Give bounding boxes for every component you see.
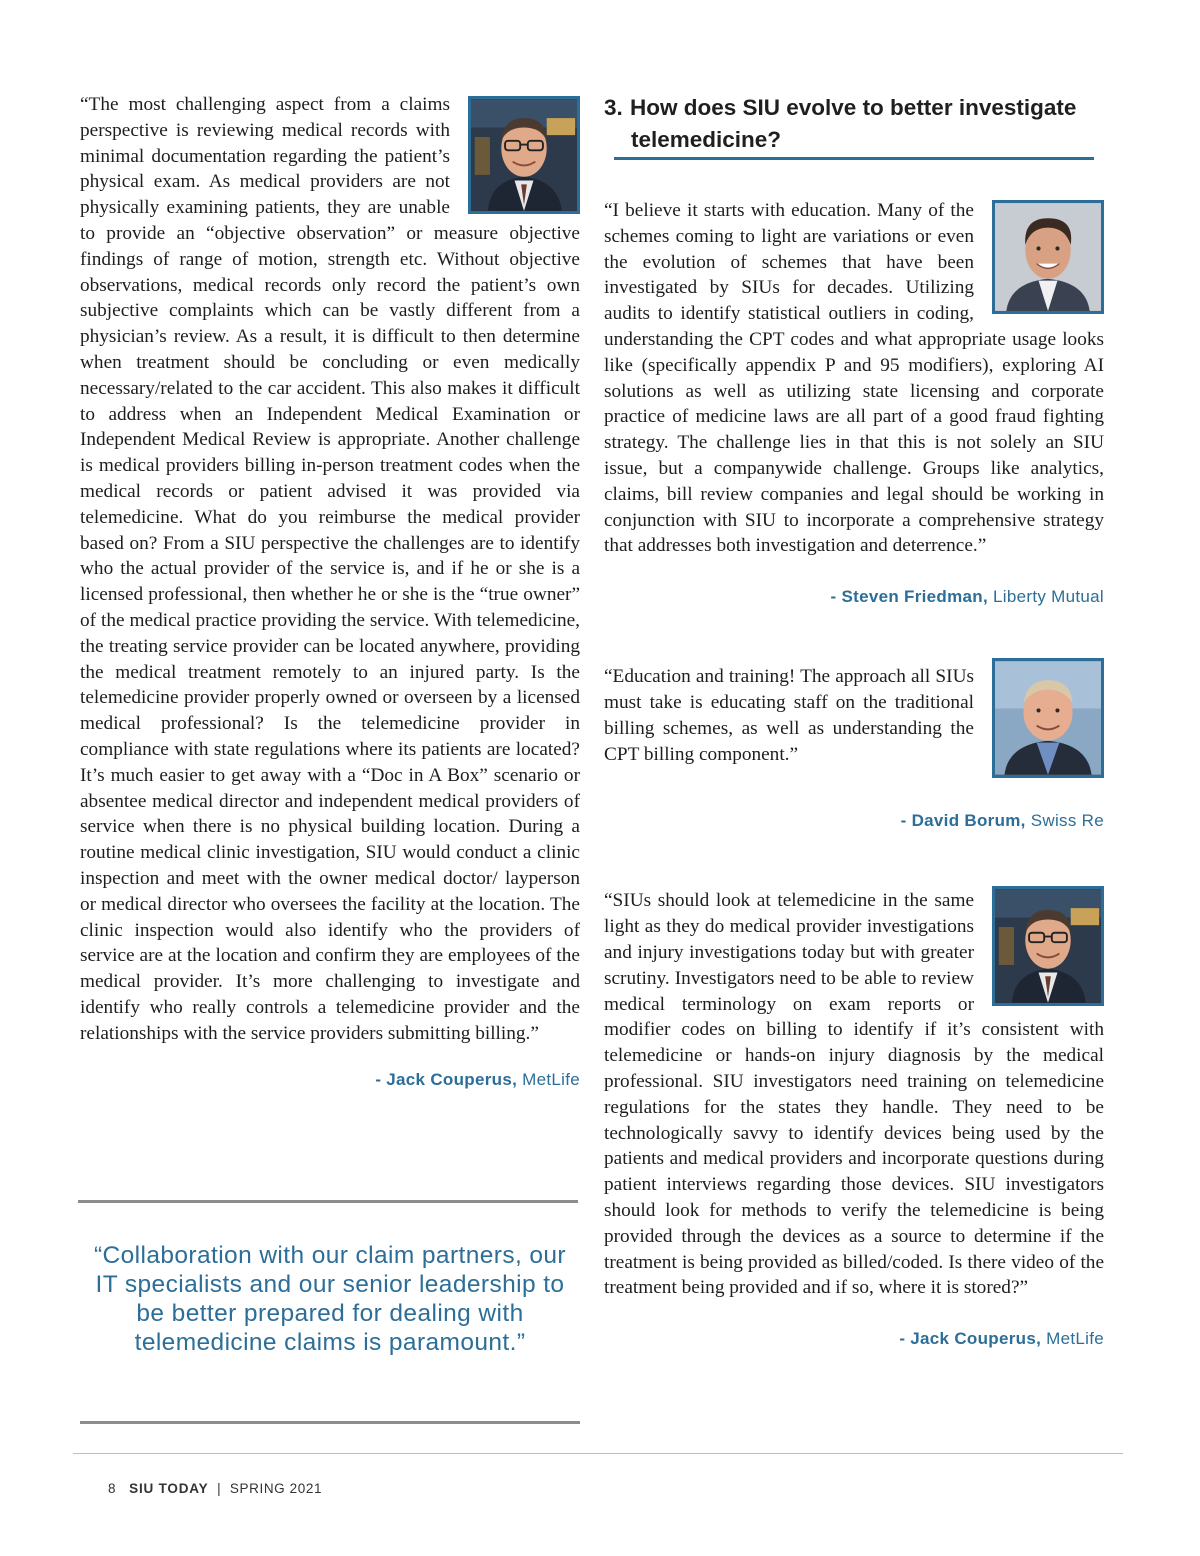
attribution-org: Liberty Mutual — [993, 587, 1104, 607]
publication-name: SIU TODAY — [129, 1481, 209, 1496]
section-title-line2: telemedicine? — [631, 127, 782, 152]
headshot-icon — [995, 203, 1101, 311]
right-column — [604, 92, 1104, 1349]
attribution-name: - David Borum, — [900, 811, 1026, 831]
attribution-name: - Jack Couperus, — [375, 1070, 518, 1090]
quote-attribution-couperus — [604, 1329, 1104, 1349]
headshot-icon — [471, 99, 577, 211]
section-heading — [604, 92, 1104, 156]
jack-couperus-photo-2 — [992, 886, 1104, 1006]
footer-rule — [73, 1453, 1123, 1454]
quote-block-couperus — [604, 888, 1104, 1349]
attribution-name: - Steven Friedman, — [830, 587, 988, 607]
attribution-org: Swiss Re — [1030, 811, 1104, 831]
quote-block-friedman — [604, 198, 1104, 607]
section-heading-rule — [614, 157, 1094, 160]
page-number: 8 — [108, 1481, 117, 1496]
left-column — [80, 92, 580, 1090]
quote-text-friedman: “I believe it starts with education. Many of the schemes coming to light are variations or even the evolution of schemes that have been investigated by SIUs for decades. Utilizing audits to identify statistical outliers in coding, understanding the CPT codes and what appropriate usage looks like (specifically appendix P and 95 modifiers), exploring AI solutions as well as utilizing state licensing and corporate practice of medicine laws are all part of a good fraud fighting strategy. The challenge lies in that this is not solely an SIU issue, but a companywide challenge. Groups like analytics, claims, bill review companies and legal should be working in conjunction with SIU to incorporate a comprehensive strategy that addresses both investigation and deterrence.” — [604, 200, 1104, 557]
left-quote-attribution — [80, 1070, 580, 1090]
quote-text-borum: “Education and training! The approach all SIUs must take is educating staff on the traditional billing schemes, as well as understanding the CPT billing component.” — [604, 666, 974, 765]
left-quote-text: “The most challenging aspect from a claims perspective is reviewing medical records with minimal documentation regarding the patient’s physical exam. As medical providers are not physically examining patients, they are unable to provide an “objective observation” or measure objective findings of range of motion, strength etc. Without objective observations, medical records only record the patient’s own subjective complaints which can be vastly different from a physician’s review. As a result, it is difficult to then determine when treatment should be concluding or even medically necessary/related to the car accident. This also makes it difficult to address when an Independent Medical Examination or Independent Medical Review is appropriate. Another challenge is medical providers billing in-person treatment codes when the medical records or patient advised it was provided via telemedicine. What do you reimburse the medical provider based on? From a SIU perspective the challenges are to identify who the actual provider of the service is, and if he or she is a licensed professional, then whether he or she is the “true owner” of the medical practice providing the service. With telemedicine, the treating service provider can be located anywhere, providing the medical treatment remotely to an injured party. Is the telemedicine provider properly owned or overseen by a licensed medical professional? Is the telemedicine provider in compliance with state regulations where its patients are located? It’s much easier to get away with a “Doc in A Box” scenario or absentee medical director and independent medical providers of service when there is no physical building location. During a routine medical clinic investigation, SIU would conduct a clinic inspection and meet with the owner medical doctor/ layperson or medical director who oversees the facility at the location. The clinic inspection would also identify who the providers of service are at the location and confirm they are employees of the medical provider. It’s more challenging to investigate and identify who really controls a telemedicine provider and the relationships with the service providers submitting billing.” — [80, 94, 580, 1044]
attribution-org: MetLife — [1046, 1329, 1104, 1349]
david-borum-photo — [992, 658, 1104, 778]
headshot-icon — [995, 889, 1101, 1003]
pull-quote-bottom-rule — [80, 1421, 580, 1424]
quote-text-couperus: “SIUs should look at telemedicine in the same light as they do medical provider investigations and injury investigations today but with greater scrutiny. Investigators need to be able to review medical terminology on exam reports or modifier codes on billing to identify if it’s consistent with telemedicine or hands-on injury diagnosis by the medical professional. SIU investigators need training on telemedicine regulations for the states they handle. They need to be technologically savvy to identify devices being used by the patients and medical providers and incorporate questions during patient interviews regarding those devices. SIU investigators should look for methods to verify the telemedicine is being provided through the devices as a source to determine if the treatment is being provided as billed/coded. Is there video of the treatment being provided and if so, where it is stored?” — [604, 890, 1104, 1299]
pull-quote-top-rule — [78, 1200, 578, 1203]
attribution-org: MetLife — [522, 1070, 580, 1090]
headshot-icon — [995, 661, 1101, 775]
quote-attribution-friedman — [604, 587, 1104, 607]
section-number: 3. — [604, 95, 623, 120]
issue-label: SPRING 2021 — [229, 1481, 323, 1496]
attribution-name: - Jack Couperus, — [899, 1329, 1042, 1349]
footer-separator: | — [217, 1481, 222, 1496]
page-footer — [108, 1481, 322, 1496]
pull-quote: “Collaboration with our claim partners, our IT specialists and our senior leadership to be better prepared for dealing with telemedicine claims is paramount.” — [93, 1242, 566, 1356]
quote-block-borum — [604, 664, 1104, 831]
steven-friedman-photo — [992, 200, 1104, 314]
section-title-line1: How does SIU evolve to better investigate — [630, 95, 1077, 120]
jack-couperus-photo — [468, 96, 580, 214]
quote-attribution-borum — [604, 811, 1104, 831]
